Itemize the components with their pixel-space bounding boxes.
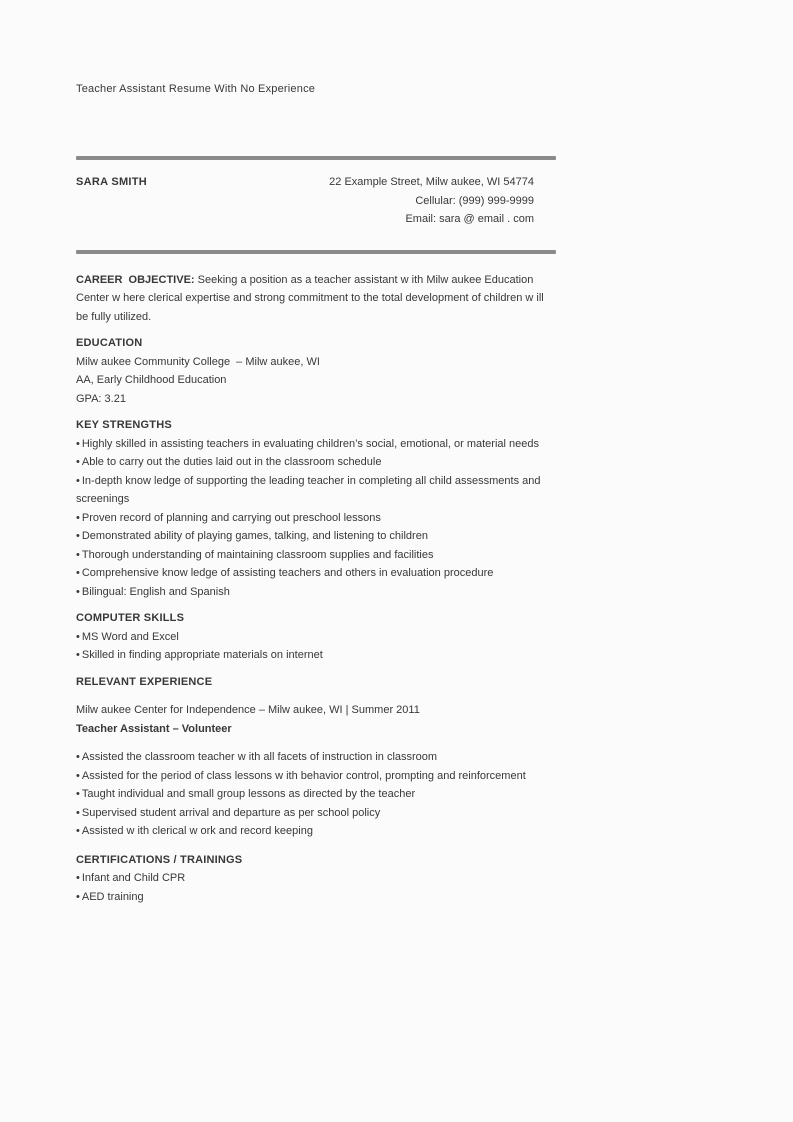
key-strength-text: Bilingual: English and Spanish [81,585,230,598]
list-item [76,804,556,823]
education-degree: AA, Early Childhood Education [76,374,227,386]
list-item [76,869,556,888]
contact-address: 22 Example Street, Milw aukee, WI 54774 [329,176,534,188]
contact-phone: Cellular: (999) 999-9999 [415,194,534,207]
list-item [76,646,556,665]
experience-employer: Milw aukee Center for Independence – Milw aukee, WI | Summer 2011 [76,704,420,716]
career-objective-label: CAREER OBJECTIVE: [76,273,195,286]
list-item [76,472,556,509]
list-item [76,527,556,546]
bullet-glyph: • [76,474,80,487]
certification-text: AED training [81,890,144,903]
experience-duty-text: Assisted w ith clerical w ork and record keeping [81,825,313,837]
list-item [76,888,556,907]
list-item [76,453,556,472]
education-section [76,334,556,408]
list-item [76,583,556,602]
list-item [76,564,556,583]
experience-role: Teacher Assistant – Volunteer [76,722,232,735]
list-item [76,628,556,647]
document-title: Teacher Assistant Resume With No Experience [76,83,316,95]
key-strengths-section [76,416,556,601]
education-gpa: GPA: 3.21 [76,392,126,405]
computer-skill-text: MS Word and Excel [81,630,179,643]
education-school: Milw aukee Community College – Milw aukee, WI [76,355,320,368]
bullet-glyph: • [76,649,80,661]
bullet-glyph: • [76,769,80,782]
contact-info [329,173,556,229]
certifications-section [76,851,556,907]
bullet-glyph: • [76,806,80,819]
experience-duty-text: Assisted for the period of class lessons w ith behavior control, prompting and reinforcement [81,769,526,782]
certification-text: Infant and Child CPR [81,872,186,884]
career-objective-text: Seeking a position as a teacher assistant w ith Milw aukee Education Center w here clerical expertise and strong commitment to the total development of children w ill be fully utilized. [76,273,547,323]
experience-duties-list [76,748,556,841]
header-bottom-divider-bar [76,250,556,254]
experience-duty-text: Supervised student arrival and departure as per school policy [81,806,381,819]
career-objective-section [76,271,556,327]
header-top-divider-bar [76,156,556,160]
key-strength-text: Comprehensive know ledge of assisting teachers and others in evaluation procedure [81,567,494,579]
list-item [76,435,556,454]
bullet-glyph: • [76,548,80,561]
list-item [76,748,556,767]
key-strength-text: Proven record of planning and carrying out preschool lessons [81,511,381,524]
bullet-glyph: • [76,585,80,598]
bullet-glyph: • [76,630,80,643]
resume-header [76,173,556,229]
list-item [76,509,556,528]
bullet-glyph: • [76,530,80,542]
computer-skills-heading: COMPUTER SKILLS [76,612,185,624]
list-item [76,767,556,786]
list-item [76,822,556,841]
bullet-glyph: • [76,751,80,763]
bullet-glyph: • [76,437,80,450]
key-strength-text: Highly skilled in assisting teachers in evaluating children’s social, emotional, or material needs [81,437,539,450]
contact-email: Email: sara @ email . com [405,213,534,225]
bullet-glyph: • [76,456,80,468]
experience-section [76,673,556,841]
key-strength-text: In-depth know ledge of supporting the leading teacher in completing all child assessments and screenings [76,474,544,505]
education-heading: EDUCATION [76,337,143,349]
experience-duty-text: Taught individual and small group lessons as directed by the teacher [81,788,416,800]
experience-duty-text: Assisted the classroom teacher w ith all facets of instruction in classroom [81,751,438,763]
bullet-glyph: • [76,788,80,800]
key-strength-text: Thorough understanding of maintaining classroom supplies and facilities [81,548,434,561]
bullet-glyph: • [76,567,80,579]
certifications-heading: CERTIFICATIONS / TRAININGS [76,853,243,866]
experience-employer-block [76,701,556,738]
computer-skill-text: Skilled in finding appropriate materials on internet [81,649,323,661]
key-strength-text: Able to carry out the duties laid out in the classroom schedule [81,456,382,468]
key-strengths-heading: KEY STRENGTHS [76,419,172,431]
key-strength-text: Demonstrated ability of playing games, talking, and listening to children [81,530,428,542]
list-item [76,785,556,804]
computer-skills-section [76,609,556,665]
bullet-glyph: • [76,890,80,903]
list-item [76,546,556,565]
experience-heading: RELEVANT EXPERIENCE [76,675,213,688]
candidate-name: SARA SMITH [76,176,148,188]
bullet-glyph: • [76,872,80,884]
bullet-glyph: • [76,825,80,837]
bullet-glyph: • [76,511,80,524]
